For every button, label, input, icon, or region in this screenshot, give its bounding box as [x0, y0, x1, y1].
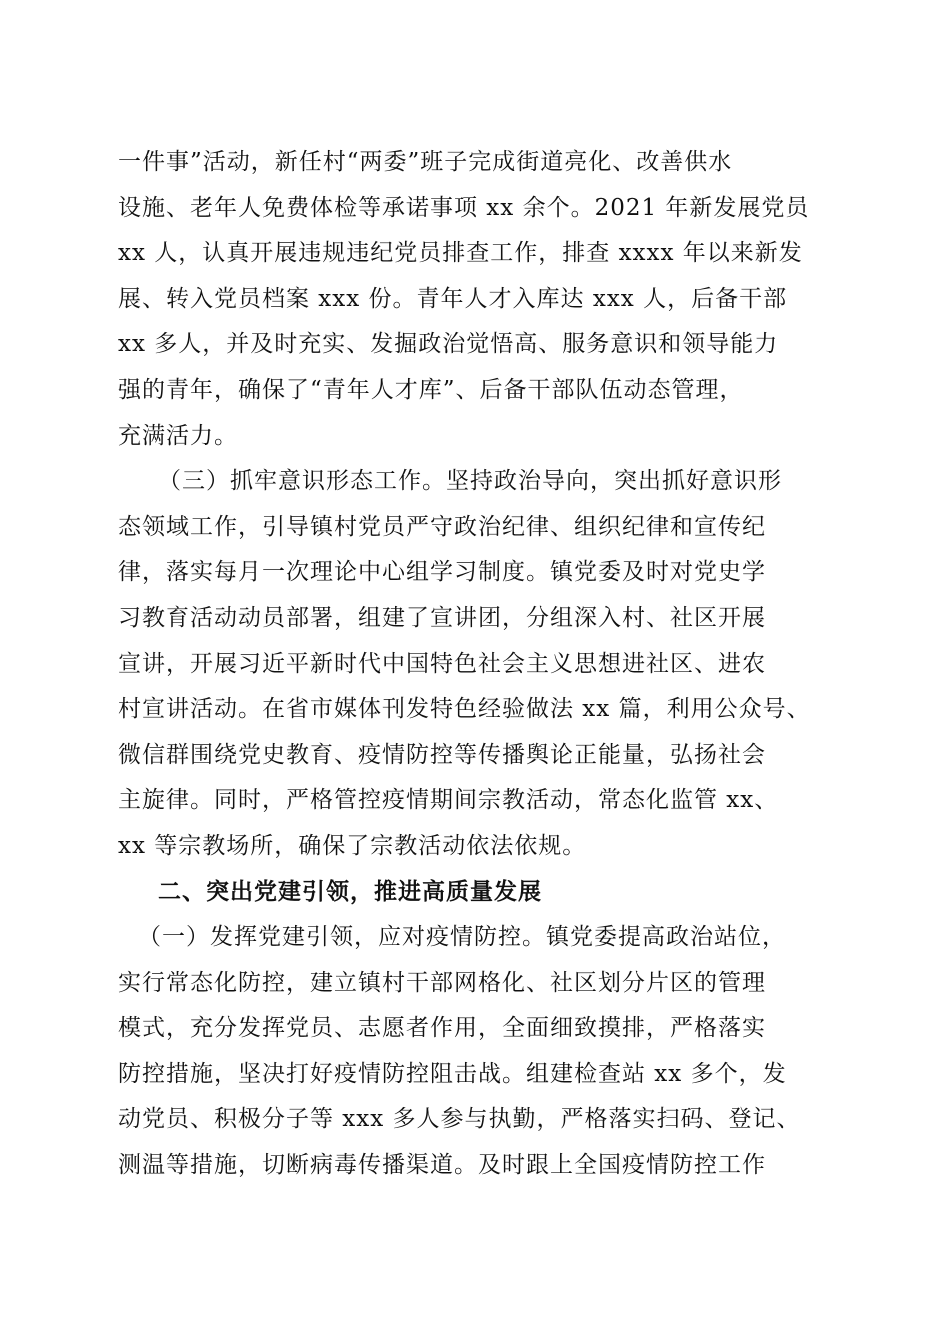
body-line: 宣讲，开展习近平新时代中国特色社会主义思想进社区、进农 [118, 650, 766, 677]
body-line: 展、转入党员档案 xxx 份。青年人才入库达 xxx 人，后备干部 [118, 285, 788, 312]
body-line: 设施、老年人免费体检等承诺事项 xx 余个。2021 年新发展党员 [118, 194, 810, 221]
body-line: xx 多人，并及时充实、发掘政治觉悟高、服务意识和领导能力 [118, 331, 779, 358]
body-line: 村宣讲活动。在省市媒体刊发特色经验做法 xx 篇，利用公众号、 [118, 696, 811, 723]
body-line: 律，落实每月一次理论中心组学习制度。镇党委及时对党史学 [118, 559, 766, 586]
body-line: 动党员、积极分子等 xxx 多人参与执勤，严格落实扫码、登记、 [118, 1106, 801, 1133]
document-body [118, 140, 838, 1189]
body-line: xx 人，认真开展违规违纪党员排查工作，排查 xxxx 年以来新发 [118, 240, 803, 267]
body-line: 充满活力。 [118, 422, 238, 449]
body-line: xx 等宗教场所，确保了宗教活动依法依规。 [118, 832, 587, 859]
body-line: 测温等措施，切断病毒传播渠道。及时跟上全国疫情防控工作 [118, 1152, 766, 1179]
subsection-3-first-line: （三）抓牢意识形态工作。坚持政治导向，突出抓好意识形 [158, 468, 782, 495]
body-line: 防控措施，坚决打好疫情防控阻击战。组建检查站 xx 多个，发 [118, 1060, 787, 1087]
body-line: 主旋律。同时，严格管控疫情期间宗教活动，常态化监管 xx、 [118, 787, 779, 814]
subsection-1-first-line: （一）发挥党建引领，应对疫情防控。镇党委提高政治站位， [138, 924, 786, 951]
section-heading: 二、突出党建引领，推进高质量发展 [158, 878, 542, 905]
body-line: 态领域工作，引导镇村党员严守政治纪律、组织纪律和宣传纪 [118, 513, 766, 540]
body-line: 模式，充分发挥党员、志愿者作用，全面细致摸排，严格落实 [118, 1015, 766, 1042]
body-line: 强的青年，确保了“青年人才库”、后备干部队伍动态管理， [118, 376, 744, 403]
body-line: 实行常态化防控，建立镇村干部网格化、社区划分片区的管理 [118, 969, 766, 996]
body-line: 微信群围绕党史教育、疫情防控等传播舆论正能量，弘扬社会 [118, 741, 766, 768]
body-line: 一件事”活动，新任村“两委”班子完成街道亮化、改善供水 [118, 149, 733, 175]
body-line: 习教育活动动员部署，组建了宣讲团，分组深入村、社区开展 [118, 604, 766, 631]
